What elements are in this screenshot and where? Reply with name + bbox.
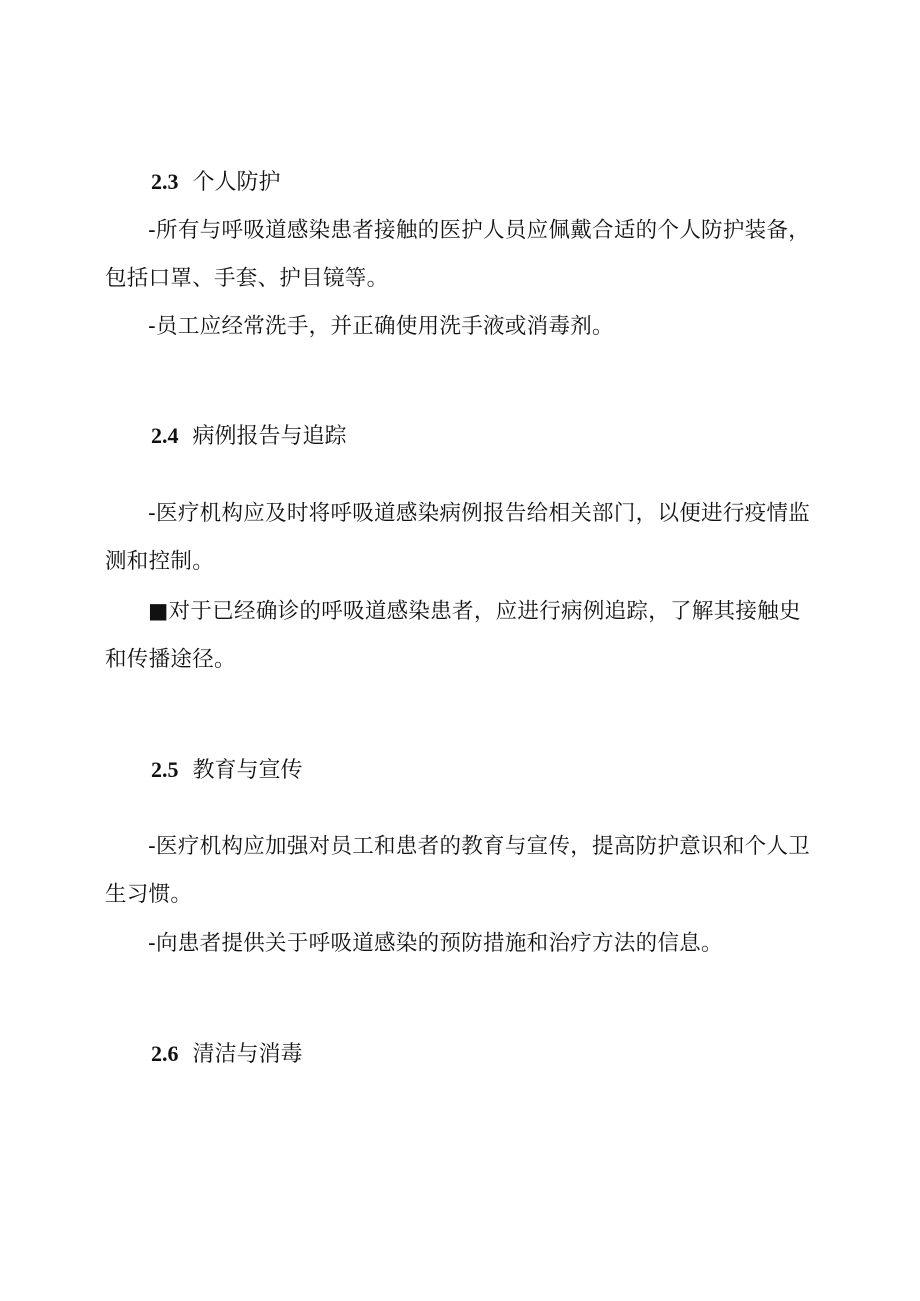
section-number: 2.3	[151, 169, 179, 194]
section-title: 病例报告与追踪	[192, 424, 347, 449]
paragraph: -向患者提供关于呼吸道感染的预防措施和治疗方法的信息。	[148, 931, 723, 956]
section-number: 2.5	[151, 757, 179, 782]
section-heading	[151, 421, 347, 452]
paragraph: -员工应经常洗手，并正确使用洗手液或消毒剂。	[148, 314, 614, 339]
paragraph: -医疗机构应加强对员工和患者的教育与宣传，提高防护意识和个人卫生习惯。	[105, 834, 811, 907]
paragraph: -医疗机构应及时将呼吸道感染病例报告给相关部门，以便进行疫情监测和控制。	[105, 501, 811, 574]
section-title: 个人防护	[192, 170, 281, 195]
paragraph: -所有与呼吸道感染患者接触的医护人员应佩戴合适的个人防护装备，包括口罩、手套、护目镜等。	[105, 218, 811, 291]
section-title: 清洁与消毒	[192, 1042, 303, 1067]
section-heading	[151, 1039, 303, 1070]
paragraph: ■对于已经确诊的呼吸道感染患者，应进行病例追踪，了解其接触史和传播途径。	[105, 599, 801, 672]
section-number: 2.4	[151, 423, 179, 448]
section-heading	[151, 755, 303, 786]
section-title: 教育与宣传	[192, 758, 303, 783]
section-heading	[151, 167, 281, 198]
section-number: 2.6	[151, 1041, 179, 1066]
